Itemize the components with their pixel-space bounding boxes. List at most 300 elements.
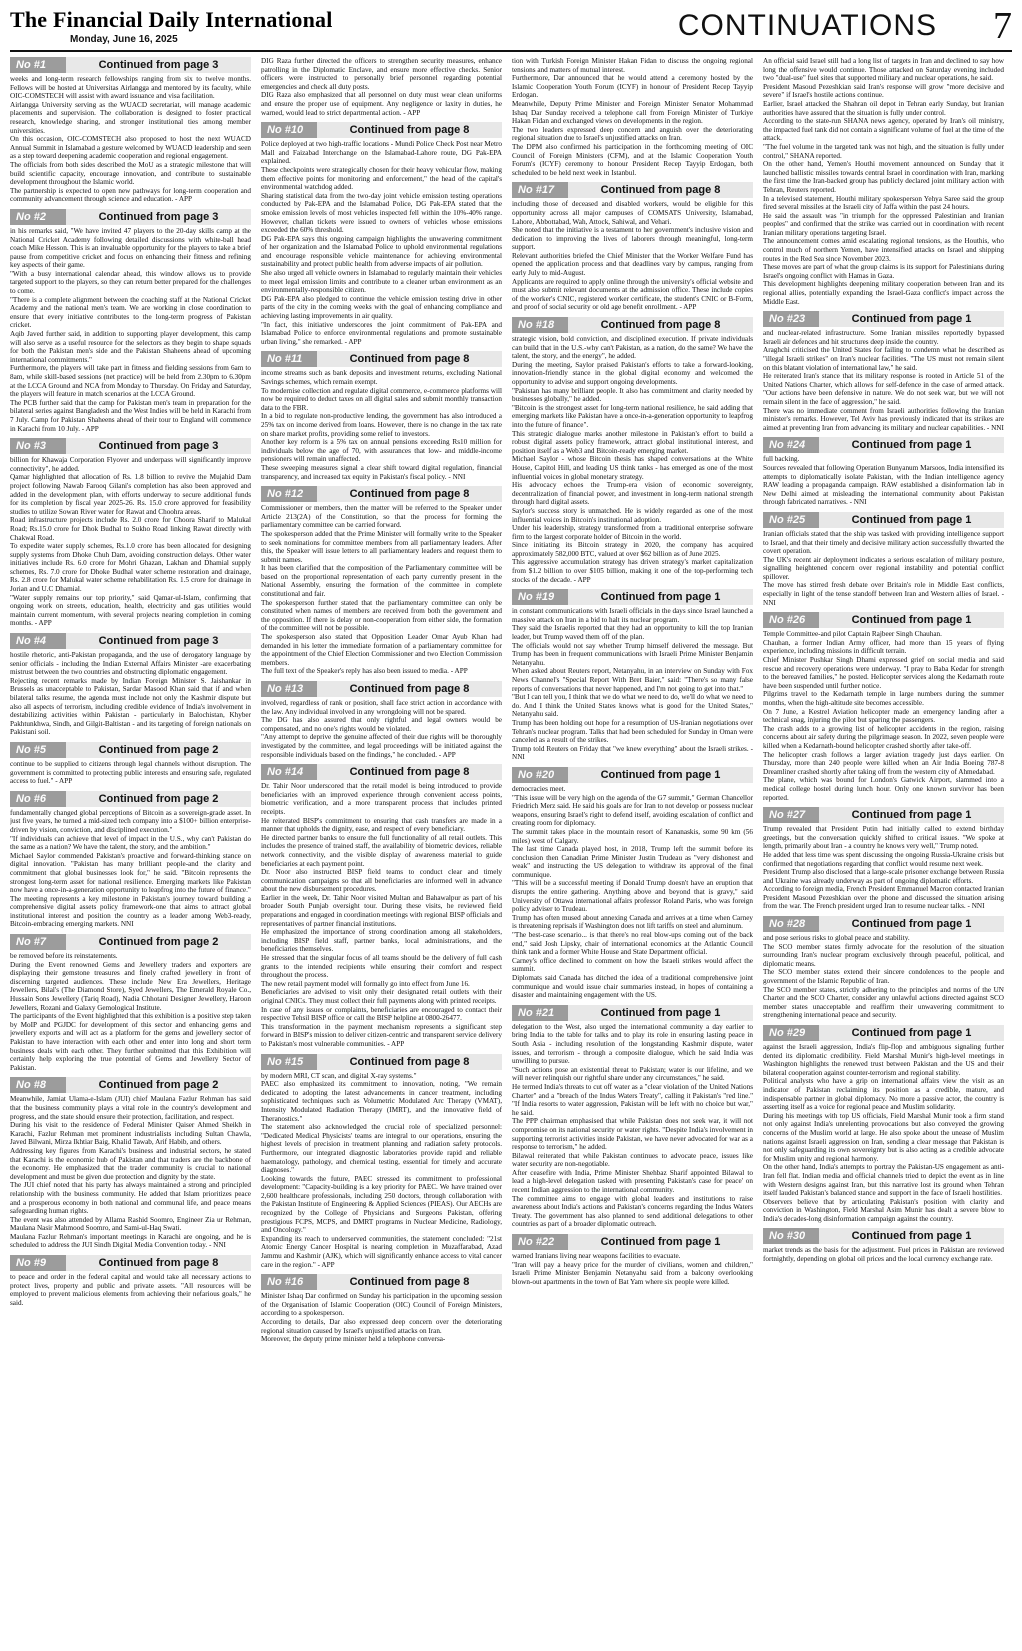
- story-paragraph: There was no immediate comment from Israeli authorities following the Iranian minister's remarks. However, Tel Aviv has previously indicated that its strikes are aimed at preventing Iran from advancing its military and nuclear capabilities. - NNI: [763, 406, 1004, 432]
- story-paragraph: Rejecting recent remarks made by Indian Foreign Minister S. Jaishankar in Brussels as unacceptable to Pakistan, Sardar Masood Khan said that if and when bilateral talks resume, the agenda must include not only the Kashmir dispute but also all aspects of terrorism, including credible evidence of India's involvement in destabilizing activities within Pakistan - particularly in Balochistan, Khyber Pakhtunkhwa, Sindh, and Gilgit-Baltistan - and its targeting of foreign nationals on Pakistani soil.: [10, 676, 251, 737]
- story-number: No #6: [10, 791, 66, 807]
- story-header: [763, 311, 1004, 327]
- story-body: [763, 1246, 1004, 1263]
- story-header: [512, 317, 753, 333]
- story-paragraph: The spokesperson also stated that Opposition Leader Omar Ayub Khan had demanded in his letter the immediate formation of a parliamentary committee for the appointment of the Chief Election Commissioner and two Election Commission members.: [261, 633, 502, 667]
- story-paragraph: Pilgrims travel to the Kedarnath temple in large numbers during the summer months, when the high-altitude site becomes accessible.: [763, 690, 1004, 707]
- story-header: [10, 791, 251, 807]
- story-paragraph: She noted that the initiative is a testament to her government's inclusive vision and dedication to improving the lives of laborers through meaningful, long-term support.: [512, 226, 753, 252]
- story-header: [763, 512, 1004, 528]
- story-paragraph: Under his leadership, strategy transformed from a traditional enterprise software firm to the largest corporate holder of Bitcoin in the world.: [512, 524, 753, 541]
- story-paragraph: Since initiating its Bitcoin strategy in 2020, the company has acquired approximately 582,000 BTC, valued at over $62 billion as of June 2025.: [512, 541, 753, 558]
- story-number: No #14: [261, 764, 317, 780]
- story-paragraph: in his remarks said, "We have invited 47 players to the 20-day skills camp at the National Cricket Academy following detailed discussions with white-ball head coach Mike Hesson. This is an invaluable opportunity for the players to take a brief pause from competitive cricket and focus on enhancing their fitness and refining key aspects of their game.: [10, 226, 251, 270]
- story-continued-label: Continued from page 1: [819, 612, 1004, 628]
- story-paragraph: DIG Raza also emphasized that all personnel on duty must wear clean uniforms and ensure the proper use of equipment. Any negligence or laxity in duties, he warned, would lead to strict departmental action. - APP: [261, 91, 502, 117]
- story-paragraph: Minister Ishaq Dar confirmed on Sunday his participation in the upcoming session of the Organisation of Islamic Cooperation (OIC) Council of Foreign Ministers, according to a spokesperson.: [261, 1292, 502, 1318]
- masthead: [10, 5, 1012, 48]
- story-continued-label: Continued from page 8: [317, 351, 502, 367]
- story-paragraph: Meanwhile, Jamiat Ulama-e-Islam (JUI) chief Maulana Fazlur Rehman has said that the business community plays a vital role in the country's development and progress, and the state should ensure their protection, facilitation, and respect.: [10, 1095, 251, 1121]
- story-header: [261, 122, 502, 138]
- story-paragraph: Airlangga University serving as the WUACD secretariat, will manage academic placements and supervision. The collaboration is designed to foster practical research, knowledge sharing, and stronger institutional ties among member universities.: [10, 100, 251, 135]
- story-continued-label: Continued from page 1: [819, 807, 1004, 823]
- story-continued-label: Continued from page 3: [66, 633, 251, 649]
- story-paragraph: and nuclear-related infrastructure. Some Iranian missiles reportedly bypassed Israeli air defences and hit structures deep inside the country.: [763, 329, 1004, 346]
- story-body: [763, 630, 1004, 802]
- story-paragraph: The DPM also confirmed his participation in the forthcoming meeting of OIC Council of Foreign Ministers (CFM), and at the Islamic Cooperation Youth Forum's (ICYF) ceremony to honour President Recep Tayyip Erdogan, both scheduled to be held next week in Istanbul.: [512, 142, 753, 177]
- story-block: [261, 764, 502, 1048]
- story-paragraph: "With a busy international calendar ahead, this window allows us to provide targeted support to the players, so they can return better prepared for the challenges to come.: [10, 269, 251, 296]
- story-block: [10, 791, 251, 929]
- story-number: No #30: [763, 1228, 819, 1244]
- story-paragraph: This strategic dialogue marks another milestone in Pakistan's effort to build a robust digital assets policy framework, attract global institutional interest, and position itself as a Web3 and Bitcoin-ready emerging market.: [512, 429, 753, 455]
- story-body: [763, 530, 1004, 607]
- story-continued-label: Continued from page 8: [317, 122, 502, 138]
- story-continued-label: Continued from page 1: [819, 1025, 1004, 1041]
- story-paragraph: The helicopter crash follows a larger aviation tragedy just days earlier. On Thursday, more than 240 people were killed when an Air India Boeing 787-8 Dreamliner crashed shortly after taking off from the western city of Ahmedabad.: [763, 750, 1004, 776]
- story-paragraph: The participants of the Event highlighted that this exhibition is a positive step taken by MoIP and PGJDC for development of this sector and enhancing gems and jewellery exports and will act as a platform for the gems and jewellery sector of Pakistan to have interaction with each other and enter into long and short term business deals with each other. They further submitted that this Exhibition will certainly help exploring the true potential of Gems and Jewellery Sector of Pakistan.: [10, 1012, 251, 1072]
- story-body: [261, 782, 502, 1048]
- story-header: [10, 209, 251, 225]
- story-paragraph: including those of deceased and disabled workers, would be eligible for this opportunity across all major campuses of COMSATS University, Islamabad, Lahore, Abbottabad, Wah, Attock, Sahiwal, and Vehari.: [512, 200, 753, 226]
- story-paragraph: The DG has also assured that only rightful and legal owners would be compensated, and no one's rights would be violated.: [261, 716, 502, 733]
- story-paragraph: These sweeping measures signal a clear shift toward digital regulation, financial transparency, and increased tax equity in Pakistan's fiscal policy. - NNI: [261, 463, 502, 481]
- story-paragraph: Aqib Javed further said, in addition to supporting player development, this camp will also serve as a useful resource for the selectors as they begin to shape squads for both the Pakistan men's side and the Pakistan Shaheens ahead of upcoming international commitments.": [10, 330, 251, 364]
- story-paragraph: The SCO member states firmly advocate for the resolution of the situation surrounding Iran's nuclear program exclusively through peaceful, political, and diplomatic means.: [763, 942, 1004, 968]
- story-continued-label: Continued from page 2: [66, 934, 251, 950]
- story-block: [512, 57, 753, 177]
- story-paragraph: On 7 June, a Kestrel Aviation helicopter made an emergency landing after a technical snag, injuring the pilot but sparing the passengers.: [763, 707, 1004, 725]
- story-paragraph: He reiterated BISP's commitment to ensuring that cash transfers are made in a manner that upholds the dignity, ease, and respect of every beneficiary.: [261, 816, 502, 834]
- story-paragraph: The event was also attended by Allama Rashid Soomro, Engineer Zia ur Rehman, Maulana Nasir Mahmood Soomro, and Sami-ul-Haq Swati.: [10, 1215, 251, 1233]
- story-block: [763, 612, 1004, 802]
- story-paragraph: He added that less time was spent discussing the ongoing Russia-Ukraine crisis but confirmed that negotiations regarding that conflict would resume next week.: [763, 850, 1004, 868]
- story-paragraph: "Iran will pay a heavy price for the murder of civilians, women and children," Israeli Prime Minister Benjamin Netanyahu said from a balcony overlooking blown-out apartments in the town of Bat Yam where six people were killed.: [512, 1260, 753, 1286]
- page-number: 7: [993, 5, 1012, 47]
- story-paragraph: The meeting represents a key milestone in Pakistan's journey toward building a comprehensive digital assets policy framework-one that aims to attract global institutional interest and position the country as a leader among Web3-ready, Bitcoin-embracing emerging markets. NNI: [10, 894, 251, 929]
- story-paragraph: to peace and order in the federal capital and would take all necessary actions to protect lives, property and public and private assets. "All resources will be employed to prevent malicious elements from achieving their nefarious goals," he said.: [10, 1273, 251, 1307]
- story-paragraph: The PCB further said that the camp for Pakistan men's team in preparation for the bilateral series against Bangladesh and the West Indies will be held in Karachi from 7 July. Camp for Pakistan Shaheens ahead of their tour to England will commence in Karachi from 10 July. - APP: [10, 398, 251, 433]
- story-block: [261, 351, 502, 481]
- story-paragraph: Michael Saylor commended Pakistan's proactive and forward-thinking stance on digital innovation. "Pakistan has many brilliant people-and the clarity and commitment that global businesses look for," he said. "Bitcoin represents the strongest long-term asset for national resilience. Emerging markets like Pakistan now have a once-in-a-generation opportunity to leapfrog into the future of finance.": [10, 851, 251, 895]
- story-paragraph: The plane, which was bound for London's Gatwick Airport, slammed into a medical college hostel during lunch hour. Only one known survivor has been reported.: [763, 776, 1004, 802]
- story-block: [10, 57, 251, 204]
- story-continued-label: Continued from page 3: [66, 438, 251, 454]
- story-paragraph: Dr. Tahir Noor underscored that the retail model is being introduced to provide beneficiaries with an improved experience through convenient access points, biometric verification, and a more transparent process that includes printed receipts.: [261, 782, 502, 816]
- story-paragraph: Furthermore, Dar announced that he would attend a ceremony hosted by the Islamic Cooperation Youth Forum (ICYF) in honour of President Recep Tayyip Erdogan.: [512, 74, 753, 100]
- column-3: [512, 57, 753, 1651]
- story-paragraph: This transformation in the payment mechanism represents a significant step forward in BISP's mission to deliver citizen-centric and transparent service delivery to Pakistan's most vulnerable communities. - APP: [261, 1022, 502, 1048]
- story-paragraph: "In fact, this initiative underscores the joint commitment of Pak-EPA and Islamabad Police to enforce environmental regulations and promote sustainable urban living," she remarked. - APP: [261, 320, 502, 346]
- story-paragraph: The new retail payment model will formally go into effect from June 16.: [261, 979, 470, 988]
- story-number: No #11: [261, 351, 317, 367]
- story-continued-label: Continued from page 1: [568, 1005, 753, 1021]
- story-block: [763, 916, 1004, 1020]
- story-paragraph: The spokesperson added that the Prime Minister will formally write to the Speaker to seek nominations for committee members from all parliamentary leaders. After this, the Speaker will issue letters to all parliamentary leaders and request them to submit names.: [261, 529, 502, 564]
- story-header: [10, 438, 251, 454]
- story-paragraph: After ceasefire with India, Prime Minister Shehbaz Sharif appointed Bilawal to lead a high-level delegation tasked with presenting Pakistan's case for peace' on recent Indian aggression to the international community.: [512, 1168, 753, 1195]
- story-header: [10, 1255, 251, 1271]
- story-paragraph: This aggressive accumulation strategy has driven strategy's market capitalization from $1.2 billion to over $105 billion, making it one of the top-performing tech stocks of the decade. - APP: [512, 558, 753, 584]
- story-body: [10, 952, 251, 1072]
- story-paragraph: Observers believe that by articulating Pakistan's position with clarity and conviction in Washington, Field Marshal Asim Munir has dealt a severe blow to India's decades-long disinformation campaign against the country.: [763, 1197, 1004, 1223]
- story-body: [763, 1043, 1004, 1223]
- story-header: [763, 437, 1004, 453]
- story-paragraph: DG Pak-EPA also pledged to continue the vehicle emission testing drive in other parts of the city in the coming weeks with the goal of enhancing compliance and achieving lasting improvements in air quality.: [261, 294, 502, 321]
- story-paragraph: Sources revealed that following Operation Bunyanum Marsoos, India intensified its attempts to diplomatically isolate Pakistan, with the Indian intelligence agency RAW leading a propaganda campaign. RAW established a disinformation lab in New Delhi aimed at misleading the international community about Pakistan through fabricated narratives. - NNI: [763, 463, 1004, 507]
- story-paragraph: The PPP chairman emphasised that while Pakistan does not seek war, it will not compromise on its national security or water rights. "Despite India's involvement in supporting terrorist activities inside Pakistan, we have never advocated for war as a response to terrorism," he added.: [512, 1117, 753, 1152]
- story-number: No #18: [512, 317, 568, 333]
- story-continued-label: Continued from page 1: [819, 1228, 1004, 1244]
- story-body: [763, 825, 1004, 911]
- story-paragraph: The last time Canada played host, in 2018, Trump left the summit before its conclusion then Canadian Prime Minister Justin Trudeau as "very dishonest and weak" and instructing the US delegation to withdraw its approval of the final communique.: [512, 845, 753, 879]
- story-continued-label: Continued from page 8: [568, 317, 753, 333]
- story-paragraph: The move has stirred fresh debate over Britain's role in Middle East conflicts, especially in light of the tense standoff between Iran and Western allies of Israel. - NNI: [763, 581, 1004, 607]
- story-paragraph: "Such actions pose an existential threat to Pakistan; water is our lifeline, and we will never relinquish our rightful share under any circumstances," he said.: [512, 1065, 753, 1083]
- story-block: [763, 512, 1004, 607]
- story-header: [512, 767, 753, 783]
- story-block: [512, 1005, 753, 1229]
- story-paragraph: "Pakistan has many brilliant people. It also has commitment and clarity needed by businesses globally," he added.: [512, 386, 753, 404]
- story-block: [10, 1255, 251, 1307]
- story-block: [763, 57, 1004, 306]
- story-paragraph: Meanwhile, Deputy Prime Minister and Foreign Minister Senator Mohammad Ishaq Dar Sunday received a telephone call from Foreign Minister of Turkiye Hakan Fidan and exchanged views on developments in the region.: [512, 99, 753, 126]
- story-body: [261, 1072, 502, 1270]
- story-paragraph: During the meeting, Saylor praised Pakistan's efforts to take a forward-looking, innovation-friendly stance in the global digital economy and welcomed the opportunity to advise and support ongoing developments.: [512, 360, 753, 386]
- story-continued-label: Continued from page 2: [66, 1077, 251, 1093]
- story-paragraph: The announcement comes amid escalating regional tensions, as the Houthis, who control much of northern Yemen, have intensified attacks on Israel and shipping routes in the Red Sea since November 2023.: [763, 237, 1004, 263]
- story-block: [10, 438, 251, 628]
- story-paragraph: in constant communications with Israeli officials in the days since Israel launched a massive attack on Iran in a bid to halt its nuclear program.: [512, 607, 753, 624]
- story-paragraph: Araghchi criticised the United States for failing to condemn what he described as "illegal Israeli strikes" on Iran's nuclear facilities. "The US must not remain silent on this blatant violation of international law," he said.: [763, 346, 1004, 372]
- story-block: [763, 311, 1004, 432]
- story-body: [261, 1292, 502, 1344]
- story-paragraph: billion for Khawaja Corporation Flyover and underpass will significantly improve connectivity", he added.: [10, 456, 251, 473]
- story-paragraph: Saylor's success story is unmatched. He is widely regarded as one of the most influential voices in Bitcoin's institutional adoption.: [512, 506, 753, 524]
- story-paragraph: When asked about Reuters report, Netanyahu, in an interview on Sunday with Fox News Channel's "Special Report With Bret Baier," said: "There's so many false reports of conversations that never happened, and I'm not going to get into that.": [512, 667, 753, 693]
- story-paragraph: Qamar highlighted that allocation of Rs. 1.8 billion to revive the Mujahid Dam project following Nawab Farooq Gilani's completion has also been approved and added in the development plan, with efforts underway to secure additional funds for its completion by fiscal year 2025-26. Rs. 15.0 crore approved for feasibility studies to utilize Sowan River water for Rawat and Choohra areas.: [10, 473, 251, 516]
- story-paragraph: The full text of the Speaker's reply has also been issued to media. - APP: [261, 667, 468, 676]
- story-paragraph: The partnership is expected to open new pathways for long-term cooperation and community advancement through science and education. - APP: [10, 186, 251, 204]
- story-header: [10, 934, 251, 950]
- story-block: [10, 1077, 251, 1250]
- story-paragraph: Chauhan, a former Indian Army officer, had more than 15 years of flying experience, including missions in difficult terrain.: [763, 638, 1004, 656]
- story-continued-label: Continued from page 8: [317, 681, 502, 697]
- story-body: [512, 335, 753, 584]
- story-header: [261, 351, 502, 367]
- story-block: [261, 486, 502, 676]
- story-paragraph: Political analysts who have a grip on international affairs view the visit as an indicator of Pakistan reclaiming its position as a credible, mature, and indispensable partner in global diplomacy. No more a passive actor, the country is asserting itself as a voice for regional peace and Muslim solidarity.: [763, 1077, 1004, 1112]
- story-paragraph: Trump told Reuters on Friday that "we knew everything" about the Israeli strikes. - NNI: [512, 744, 753, 762]
- story-paragraph: warned Iranians living near weapons facilities to evacuate.: [512, 1252, 681, 1261]
- story-number: No #25: [763, 512, 819, 528]
- story-block: [763, 1025, 1004, 1223]
- story-paragraph: PAEC also emphasized its commitment to innovation, noting, "We remain dedicated to adopting the latest advancements in cancer treatment, including sophisticated techniques such as Volumetric Modulated Arc Therapy (VMAT), Intensity Modulated Radiation Therapy (IMRT), and the innovative field of Theranostics.": [261, 1080, 502, 1123]
- story-body: [261, 504, 502, 676]
- story-number: No #21: [512, 1005, 568, 1021]
- story-continued-label: Continued from page 1: [819, 311, 1004, 327]
- story-paragraph: delegation to the West, also urged the international community a day earlier to bring India to the table for talks and to play its role in ensuring lasting peace in South Asia - including resolution of the longstanding Kashmir dispute, water issues, and terrorism - through a composite dialogue, which he said India was unwilling to pursue.: [512, 1022, 753, 1066]
- story-paragraph: Police deployed at two high-traffic locations - Mundi Police Check Post near Metro Mall and Faizabad Interchange on the Islamabad-Lahore route, DG Pak-EPA explained.: [261, 140, 502, 166]
- story-block: [10, 209, 251, 433]
- story-header: [261, 486, 502, 502]
- story-body: [10, 760, 251, 786]
- story-paragraph: According to details, Dar also expressed deep concern over the deteriorating regional situation caused by Israel's unjustified attacks on Iran.: [261, 1318, 502, 1335]
- story-block: [261, 57, 502, 117]
- story-paragraph: To expedite water supply schemes, Rs.1.0 crore has been allocated for designing supply systems from Dhoke Chuh Dam, avoiding construction delays. Other water initiatives include Rs. 6.0 crore for Mohri Ghazan, Lakhan and Dhamial supply schemes, Rs. 7.0 crore for Dhoke Budhal water scheme restoration and drainage, Rs. 2.8 crore for Malukal water scheme rehabilitation Rs. 1.5 crore for drainage in Jorian and U.C Dhamial.: [10, 542, 251, 594]
- story-paragraph: The spokesperson further stated that the parliamentary committee can only be constituted when names of members are received from both the government and the opposition. If there is delay or non-cooperation from either side, the formation of the committee will not be possible.: [261, 598, 502, 633]
- story-paragraph: President Masoud Pezeshkian said Iran's response will grow "more decisive and severe" if Israel's hostile actions continue.: [763, 82, 1004, 100]
- story-paragraph: It has been clarified that the composition of the Parliamentary committee will be based on the proportional representation of each party currently present in the National Assembly, ensuring the formation of the committee in complete constitutional and fair.: [261, 564, 502, 599]
- story-block: [512, 767, 753, 1000]
- story-continued-label: Continued from page 1: [819, 437, 1004, 453]
- story-body: [763, 329, 1004, 432]
- story-paragraph: The JUI chief noted that his party has always maintained a strong and principled relationship with the business community. He added that Islam prioritizes peace and a prosperous economy in both national and communal life, and peace means safeguarding human rights.: [10, 1181, 251, 1216]
- story-paragraph: "This issue will be very high on the agenda of the G7 summit," German Chancellor Friedrich Merz said. He said his goals are for Iran to not develop or possess nuclear weapons, ensuring Israel's right to defend itself, avoiding escalation of conflict and creating room for diplomacy.: [512, 793, 753, 828]
- story-block: [512, 1234, 753, 1286]
- story-number: No #10: [261, 122, 317, 138]
- story-body: [10, 456, 251, 628]
- story-number: No #26: [763, 612, 819, 628]
- story-paragraph: income streams such as bank deposits and investment returns, excluding National Savings schemes, which remain exempt.: [261, 369, 502, 386]
- story-paragraph: These checkpoints were strategically chosen for their heavy vehicular flow, making them effective points for monitoring and enforcement," the head of the capital's environmental watchdog added.: [261, 165, 502, 192]
- story-continued-label: Continued from page 2: [66, 791, 251, 807]
- story-number: No #27: [763, 807, 819, 823]
- story-block: [763, 437, 1004, 507]
- story-paragraph: market trends as the basis for the adjustment. Fuel prices in Pakistan are reviewed fortnightly, depending on global oil prices and the local currency exchange rate.: [763, 1246, 1004, 1264]
- story-paragraph: In a bid to regulate non-productive lending, the government has also introduced a 25% tax on income derived from loans. However, there is no change in the tax rate on share market profits, providing some relief to investors.: [261, 412, 502, 438]
- story-header: [10, 742, 251, 758]
- story-body: [10, 75, 251, 204]
- story-number: No #1: [10, 57, 66, 73]
- story-number: No #8: [10, 1077, 66, 1093]
- story-paragraph: To modernise collection and regulate digital commerce, e-commerce platforms will now be required to deduct taxes on all digital sales and submit monthly transaction data to the FBR.: [261, 386, 502, 412]
- story-body: [10, 651, 251, 737]
- story-body: [10, 1273, 251, 1307]
- story-number: No #13: [261, 681, 317, 697]
- story-paragraph: His advocacy echoes the Trump-era vision of economic sovereignty, decentralization of financial power, and investment in long-term national strength through hard digital assets.: [512, 481, 753, 507]
- story-paragraph: He stressed that the singular focus of all teams should be the delivery of full cash grants to the intended recipients while ensuring their comfort and respect throughout the process.: [261, 954, 502, 980]
- story-continued-label: Continued from page 1: [568, 589, 753, 605]
- story-paragraph: He directed partner banks to ensure the full functionality of all retail outlets. This includes the presence of trained staff, the availability of biometric devices, reliable network connectivity, and the visible display of awareness material to guide beneficiaries at each payment point.: [261, 833, 502, 868]
- story-header: [763, 916, 1004, 932]
- story-paragraph: "But I can tell you, I think that we do what we need to do, we'll do what we need to do. And I think the United States knows what is good for the United States," Netanyahu said.: [512, 693, 753, 719]
- story-header: [512, 182, 753, 198]
- story-continued-label: Continued from page 8: [317, 764, 502, 780]
- story-block: [261, 1274, 502, 1344]
- story-paragraph: He said the assault was "in triumph for the oppressed Palestinian and Iranian peoples" and confirmed that the strike was carried out in coordination with recent Iranian military operations targeting Israel.: [763, 211, 1004, 237]
- story-body: [512, 1252, 753, 1286]
- story-paragraph: "Water supply remains our top priority," said Qamar-ul-Islam, confirming that ongoing work on streets, education, health, electricity and gas utilities would maintain current momentum, with several projects nearing completion in coming months. - APP: [10, 593, 251, 628]
- story-paragraph: Chief Minister Pushkar Singh Dhami expressed grief on social media and said rescue and recovery operations were underway. "I pray to Baba Kedar for strength to the bereaved families," he posted. Helicopter services along the Kedarnath route have been suspended until further notice.: [763, 656, 1004, 690]
- story-paragraph: He reiterated Iran's stance that its military response is rooted in Article 51 of the United Nations Charter, which allows for self-defence in the case of armed attack. "Our actions have been defensive in nature. We do not seek war, but we will not remain silent in the face of aggression," he said.: [763, 372, 1004, 406]
- story-paragraph: In a televised statement, Houthi military spokesperson Yehya Saree said the group fired several missiles at the Israeli city of Jaffa within the past 24 hours.: [763, 194, 1004, 212]
- story-continued-label: Continued from page 2: [66, 742, 251, 758]
- story-continued-label: Continued from page 1: [568, 1234, 753, 1250]
- story-header: [10, 57, 251, 73]
- story-continued-label: Continued from page 1: [819, 916, 1004, 932]
- story-paragraph: The committee aims to engage with global leaders and institutions to raise awareness about India's actions and Pakistan's concerns regarding the Indus Waters Treaty. The government has also planned to send additional delegations to other countries as part of a broader diplomatic outreach.: [512, 1194, 753, 1229]
- story-number: No #22: [512, 1234, 568, 1250]
- story-paragraph: democracies meet.: [512, 784, 566, 793]
- story-paragraph: He emphasized the importance of strong coordination among all stakeholders, including BISP field staff, partner banks, local administrations, and the beneficiaries themselves.: [261, 928, 502, 954]
- story-paragraph: Beneficiaries are advised to visit only their designated retail outlets with their original CNICs. They must collect their full payments along with printed receipts.: [261, 988, 502, 1005]
- story-header: [261, 681, 502, 697]
- story-body: [763, 455, 1004, 507]
- story-paragraph: The SCO member states extend their sincere condolences to the people and government of the Islamic Republic of Iran.: [763, 968, 1004, 986]
- story-block: [261, 681, 502, 759]
- paper-name: The Financial Daily International: [10, 7, 333, 32]
- story-paragraph: "The best-case scenario... is that there's no real blow-ups coming out of the back end," said Josh Lipsky, chair of international economics at the Atlantic Council think tank and a former White House and State Department official.: [512, 931, 753, 957]
- column-4: [763, 57, 1004, 1651]
- story-paragraph: The officials would not say whether Trump himself delivered the message. But Trump has been in frequent communications with Israeli Prime Minister Benjamin Netanyahu.: [512, 641, 753, 667]
- story-body: [10, 227, 251, 433]
- story-header: [261, 764, 502, 780]
- story-paragraph: Maulana Fazlur Rehman's important meetings in Karachi are ongoing, and he is scheduled to address the JUI Sindh Digital Media Convention today. - NNI: [10, 1232, 251, 1250]
- story-continued-label: Continued from page 8: [317, 486, 502, 502]
- story-body: [512, 200, 753, 312]
- masthead-right: [677, 5, 1012, 47]
- story-header: [10, 1077, 251, 1093]
- story-paragraph: Applicants are required to apply online through the university's official website and must also submit relevant documents at the admission office. These include copies of the worker's CNIC, registered worker certificate, the student's CNIC or B-Form, and proof of social security or old age benefit enrollment. - APP: [512, 277, 753, 312]
- story-paragraph: "The fuel volume in the targeted tank was not high, and the situation is fully under control," SHANA reported.: [763, 142, 1004, 160]
- story-paragraph: Earlier, Israel attacked the Shahran oil depot in Tehran early Sunday, but Iranian authorities have assured that the situation is fully under control.: [763, 99, 1004, 117]
- story-paragraph: hostile rhetoric, anti-Pakistan propaganda, and the use of derogatory language by senior officials - including the Indian External Affairs Minister -are exacerbating mistrust between the two countries and obstructing diplomatic engagement.: [10, 651, 251, 677]
- story-body: [261, 699, 502, 759]
- story-number: No #2: [10, 209, 66, 225]
- story-body: [763, 934, 1004, 1020]
- story-number: No #9: [10, 1255, 66, 1271]
- story-paragraph: DIG Raza further directed the officers to strengthen security measures, enhance patrolling in the Diplomatic Enclave, and ensure more effective checks. Senior officers were instructed to personally brief personnel regarding potential emergencies and check all duty posts.: [261, 57, 502, 91]
- story-paragraph: and pose serious risks to global peace and stability.: [763, 934, 910, 943]
- story-number: No #5: [10, 742, 66, 758]
- story-body: [512, 607, 753, 762]
- story-paragraph: "If individuals can achieve that level of impact in the U.S., why can't Pakistan do the same as a nation? We have the talent, the story, and the ambition.": [10, 834, 251, 852]
- story-paragraph: Temple Committee-and pilot Captain Rajbeer Singh Chauhan.: [763, 630, 942, 639]
- story-paragraph: Another key reform is a 5% tax on annual pensions exceeding Rs10 million for individuals below the age of 70, with assurances that low- and middle-income pensioners will remain unaffected.: [261, 438, 502, 464]
- story-number: No #19: [512, 589, 568, 605]
- masthead-left: [10, 8, 333, 45]
- story-paragraph: Iranian officials stated that the ship was tasked with providing intelligence support to Israel, and that their timely and decisive military action successfully thwarted the covert operation.: [763, 529, 1004, 556]
- story-paragraph: According to foreign media, French President Emmanuel Macron contacted Iranian President Masoud Pezeshkian over the phone and discussed the situation arising from the war. The French president urged Iran to resume nuclear talks. - NNI: [763, 885, 1004, 911]
- story-number: No #23: [763, 311, 819, 327]
- story-paragraph: Carney's office declined to comment on how the Israeli strikes would affect the summit.: [512, 956, 753, 974]
- story-paragraph: This development highlights deepening military cooperation between Iran and its regional allies, potentially expanding the Israel-Gaza conflict's impact across the Middle East.: [763, 280, 1004, 306]
- story-paragraph: During his visit to the residence of Federal Minister Qaiser Ahmed Sheikh in Karachi, Fazlur Rehman met prominent industrialists including Sultan Chawla, Javed Bilwani, Mirza Ikhtiar Baig, Khalid Tawab, Arif Habib, and others.: [10, 1121, 251, 1147]
- story-header: [763, 807, 1004, 823]
- story-number: No #3: [10, 438, 66, 454]
- story-paragraph: be removed before its reinstatements.: [10, 952, 118, 961]
- story-paragraph: by modern MRI, CT scan, and digital X-ray systems.": [261, 1071, 417, 1080]
- story-paragraph: Bilawal reiterated that while Pakistan continues to advocate peace, issues like water security are non-negotiable.: [512, 1151, 753, 1169]
- story-paragraph: Moreover, the deputy prime minister held a telephone conversa-: [261, 1335, 446, 1344]
- story-paragraph: continue to be supplied to citizens through legal channels without disruption. The government is committed to protecting public interests and ensuring safe, regulated access to fuel." - APP: [10, 759, 251, 786]
- story-paragraph: The statement also acknowledged the crucial role of specialized personnel: "Dedicated Medical Physicists' teams are integral to our operations, ensuring the highest levels of precision in treatment planning and radiation safety protocols. Furthermore, our integrated diagnostic laboratories provide rapid and reliable haematology, pathology, and chemical testing, essential for timely and accurate diagnoses.": [261, 1123, 502, 1175]
- story-number: No #12: [261, 486, 317, 502]
- story-number: No #4: [10, 633, 66, 649]
- story-block: [512, 589, 753, 762]
- story-paragraph: Michael Saylor - whose Bitcoin thesis has shaped conversations at the White House, Capitol Hill, and leading US think tanks - has emerged as one of the most influential voices in global monetary strategy.: [512, 455, 753, 481]
- story-header: [10, 633, 251, 649]
- story-paragraph: President Trump also disclosed that a large-scale prisoner exchange between Russia and Ukraine was already underway as part of ongoing diplomatic efforts.: [763, 868, 1004, 885]
- paper-date: Monday, June 16, 2025: [70, 34, 178, 45]
- story-block: [10, 633, 251, 737]
- story-paragraph: During the Event renowned Gems and Jewellery traders and exporters are displaying their gemstone treasures and finely crafted jewellery in front of discerning targeted audiences. These include New Era Jewellers, Heritage Jewellers, Bilal's (The Diamond Store), Syed Jewellers, The Emerald Royale Co., Hussain Sons Jewellery (Tariq Road), Nadia Chhotani Designer Jewellery, Haroon Jewellers, Rozani and Galaxy Gemological Institute.: [10, 960, 251, 1012]
- story-block: [763, 1228, 1004, 1263]
- story-paragraph: tion with Turkish Foreign Minister Hakan Fidan to discuss the ongoing regional tensions and matters of mutual interest.: [512, 57, 753, 74]
- story-body: [512, 57, 753, 177]
- story-block: [261, 122, 502, 346]
- story-block: [512, 317, 753, 584]
- story-paragraph: "Any attempt to deprive the genuine affected of their due rights will be thoroughly investigated by the committee, and legal proceedings will be initiated against the responsible individuals based on the findings," he concluded. - APP: [261, 733, 502, 759]
- story-header: [763, 1025, 1004, 1041]
- section-title: CONTINUATIONS: [677, 9, 937, 42]
- story-header: [763, 1228, 1004, 1244]
- story-header: [763, 612, 1004, 628]
- story-paragraph: "Bitcoin is the strongest asset for long-term national resilience, he said adding that emerging markets like Pakistan have a once-in-a-generation opportunity to leapfrog into the future of finance".: [512, 403, 753, 429]
- story-paragraph: involved, regardless of rank or position, shall face strict action in accordance with the law. Any individual involved in any wrongdoing will not be spared.: [261, 699, 502, 716]
- story-body: [261, 140, 502, 346]
- story-paragraph: Commissioner or members, then the matter will be referred to the Speaker under Article 213(2A) of the Constitution, so that the process for forming the parliamentary committee can be carried forward.: [261, 504, 502, 530]
- story-paragraph: full backing.: [763, 455, 800, 464]
- story-body: [512, 1023, 753, 1229]
- story-paragraph: "This will be a successful meeting if Donald Trump doesn't have an eruption that disrupts the entire gathering. Anything above and beyond that is gravy," said University of Ottawa international affairs professor Roland Paris, who was foreign policy adviser to Trudeau.: [512, 879, 753, 914]
- story-paragraph: Expanding its reach to underserved communities, the statement concluded: "21st Atomic Energy Cancer Hospital is nearing completion in Muzaffarabad, Azad Jammu and Kashmir (AJK), which will significantly enhance access to vital cancer care in the region." - APP: [261, 1234, 502, 1269]
- story-paragraph: Addressing key figures from Karachi's business and industrial sectors, he stated that Karachi is the economic hub of Pakistan and that traders are the backbone of the economy. He emphasized that the trader community is crucial to national development and must be given due protection and dignity by the state.: [10, 1146, 251, 1181]
- story-paragraph: "There is a complete alignment between the coaching staff at the National Cricket Academy and the national men's team. We are working in close coordination to ensure that every initiative contributes to the long-term progress of Pakistan cricket.: [10, 295, 251, 330]
- story-paragraph: Furthermore, the players will take part in fitness and fielding sessions from 6am to 8am, while skill-based sessions (net practice) will be held from 2.30pm to 6.30pm at the LCCA Ground and NCA from Monday to Thursday. On Friday and Saturday, the players will feature in match scenarios at the LCCA Ground.: [10, 364, 251, 399]
- story-block: [763, 807, 1004, 911]
- story-paragraph: The crash adds to a growing list of helicopter accidents in the region, raising concerns about air safety during the pilgrimage season. In 2022, seven people were killed when a Kedarnath-bound helicopter crashed shortly after take-off.: [763, 724, 1004, 750]
- story-paragraph: DG Pak-EPA says this ongoing campaign highlights the unwavering commitment of her organization and the Islamabad Police to uphold environmental regulations and encourage responsible vehicle maintenance for achieving environmental sustainability and protect public health from adverse impacts of air pollution.: [261, 234, 502, 269]
- story-body: [10, 1095, 251, 1250]
- story-paragraph: Earlier in the week, Dr. Tahir Noor visited Multan and Bahawalpur as part of his broader South Punjab oversight tour. During these visits, he reviewed field preparations and engaged in coordination meetings with regional BISP officials and representatives of partner financial institutions.: [261, 893, 502, 928]
- columns-container: [10, 57, 1012, 1651]
- masthead-rule: [10, 50, 1012, 52]
- story-paragraph: Trump has often mused about annexing Canada and arrives at a time when Carney is threatening reprisals if Washington does not lift tariffs on steel and aluminum.: [512, 913, 753, 931]
- story-header: [261, 1274, 502, 1290]
- story-body: [10, 809, 251, 929]
- story-continued-label: Continued from page 8: [66, 1255, 251, 1271]
- story-paragraph: fundamentally changed global perceptions of Bitcoin as a sovereign-grade asset. In just five years, he turned a mid-sized tech company into a $100+ billion enterprise-driven by vision, conviction, and disciplined execution.": [10, 808, 251, 834]
- story-number: No #24: [763, 437, 819, 453]
- story-continued-label: Continued from page 8: [317, 1274, 502, 1290]
- story-body: [261, 57, 502, 117]
- story-block: [512, 182, 753, 312]
- story-number: No #15: [261, 1054, 317, 1070]
- story-block: [261, 1054, 502, 1270]
- story-header: [261, 1054, 502, 1070]
- story-paragraph: Trump has been holding out hope for a resumption of US-Iranian negotiations over Tehran's nuclear program. Talks that had been scheduled for Sunday in Oman were canceled as a result of the strikes.: [512, 718, 753, 745]
- story-paragraph: Sharing statistical data from the two-day joint vehicle emission testing operations conducted by Pak-EPA and the Islamabad Police, DG Pak-EPA stated that the smoke emission levels of most vehicles inspected fell within the 10%-40% range. However, challan tickets were issued to owners of vehicles whose emissions exceeded the 60% threshold.: [261, 191, 502, 235]
- story-paragraph: On this occasion, OIC-COMSTECH also proposed to host the next WUACD Annual Summit in Islamabad a gesture welcomed by WUACD leadership and seen as a step toward deepening academic cooperation and regional engagement.: [10, 135, 251, 161]
- story-paragraph: The UK's recent air deployment indicates a serious escalation of military posture, signalling heightened concern over regional instability and potential conflict spillover.: [763, 555, 1004, 581]
- column-2: [261, 57, 502, 1651]
- story-paragraph: weeks and long-term research fellowships ranging from six to twelve months. Fellows will be hosted at Universitas Airlangga and mentored by its faculty, while OIC-COMSTECH will assist with award issuance and visa facilitation.: [10, 75, 251, 101]
- story-header: [512, 589, 753, 605]
- column-1: [10, 57, 251, 1651]
- story-paragraph: Looking towards the future, PAEC stressed its commitment to professional development: "Capacity-building is a key priority for PAEC. We have trained over 2,600 healthcare professionals, including 250 doctors, through collaboration with the Pakistan Institute of Engineering & Applied Sciences (PIEAS). Our AECHs are recognized by the College of Physicians and Surgeons Pakistan, offering prestigious FCPS, MCPS, and DMRT programs in Nuclear Medicine, Radiology, and Oncology.": [261, 1174, 502, 1235]
- story-paragraph: On the other hand, Yemen's Houthi movement announced on Sunday that it launched ballistic missiles towards central Israel in coordination with Iran, marking the first time the Iran-backed group has publicly declared joint military action with Tehran, Reuters reported.: [763, 160, 1004, 194]
- story-body: [763, 57, 1004, 306]
- story-paragraph: They said the Israelis reported that they had an opportunity to kill the top Iranian leader, but Trump waved them off of the plan.: [512, 624, 753, 642]
- story-paragraph: The officials from both sides described the MoU as a strategic milestone that will build scientific capacity, encourage innovation, and contribute to sustainable development throughout the Islamic world.: [10, 160, 251, 187]
- story-paragraph: He termed India's threats to cut off water as a "clear violation of the United Nations Charter" and a "breach of the Indus Waters Treaty", calling it Pakistan's "red line." "If India resorts to water aggression, Pakistan will be left with no choice but war," he said.: [512, 1082, 753, 1117]
- story-paragraph: An official said Israel still had a long list of targets in Iran and declined to say how long the offensive would continue. Those attacked on Saturday evening included two "dual-use" fuel sites that supported military and nuclear operations, he said.: [763, 57, 1004, 83]
- story-paragraph: The two leaders expressed deep concern and anguish over the deteriorating regional situation due to Israel's unjustified attacks on Iran.: [512, 125, 753, 143]
- story-block: [10, 934, 251, 1072]
- story-paragraph: According to the state-run SHANA news agency, operated by Iran's oil ministry, the impacted fuel tank did not contain a significant volume of fuel at the time of the attack.: [763, 117, 1004, 143]
